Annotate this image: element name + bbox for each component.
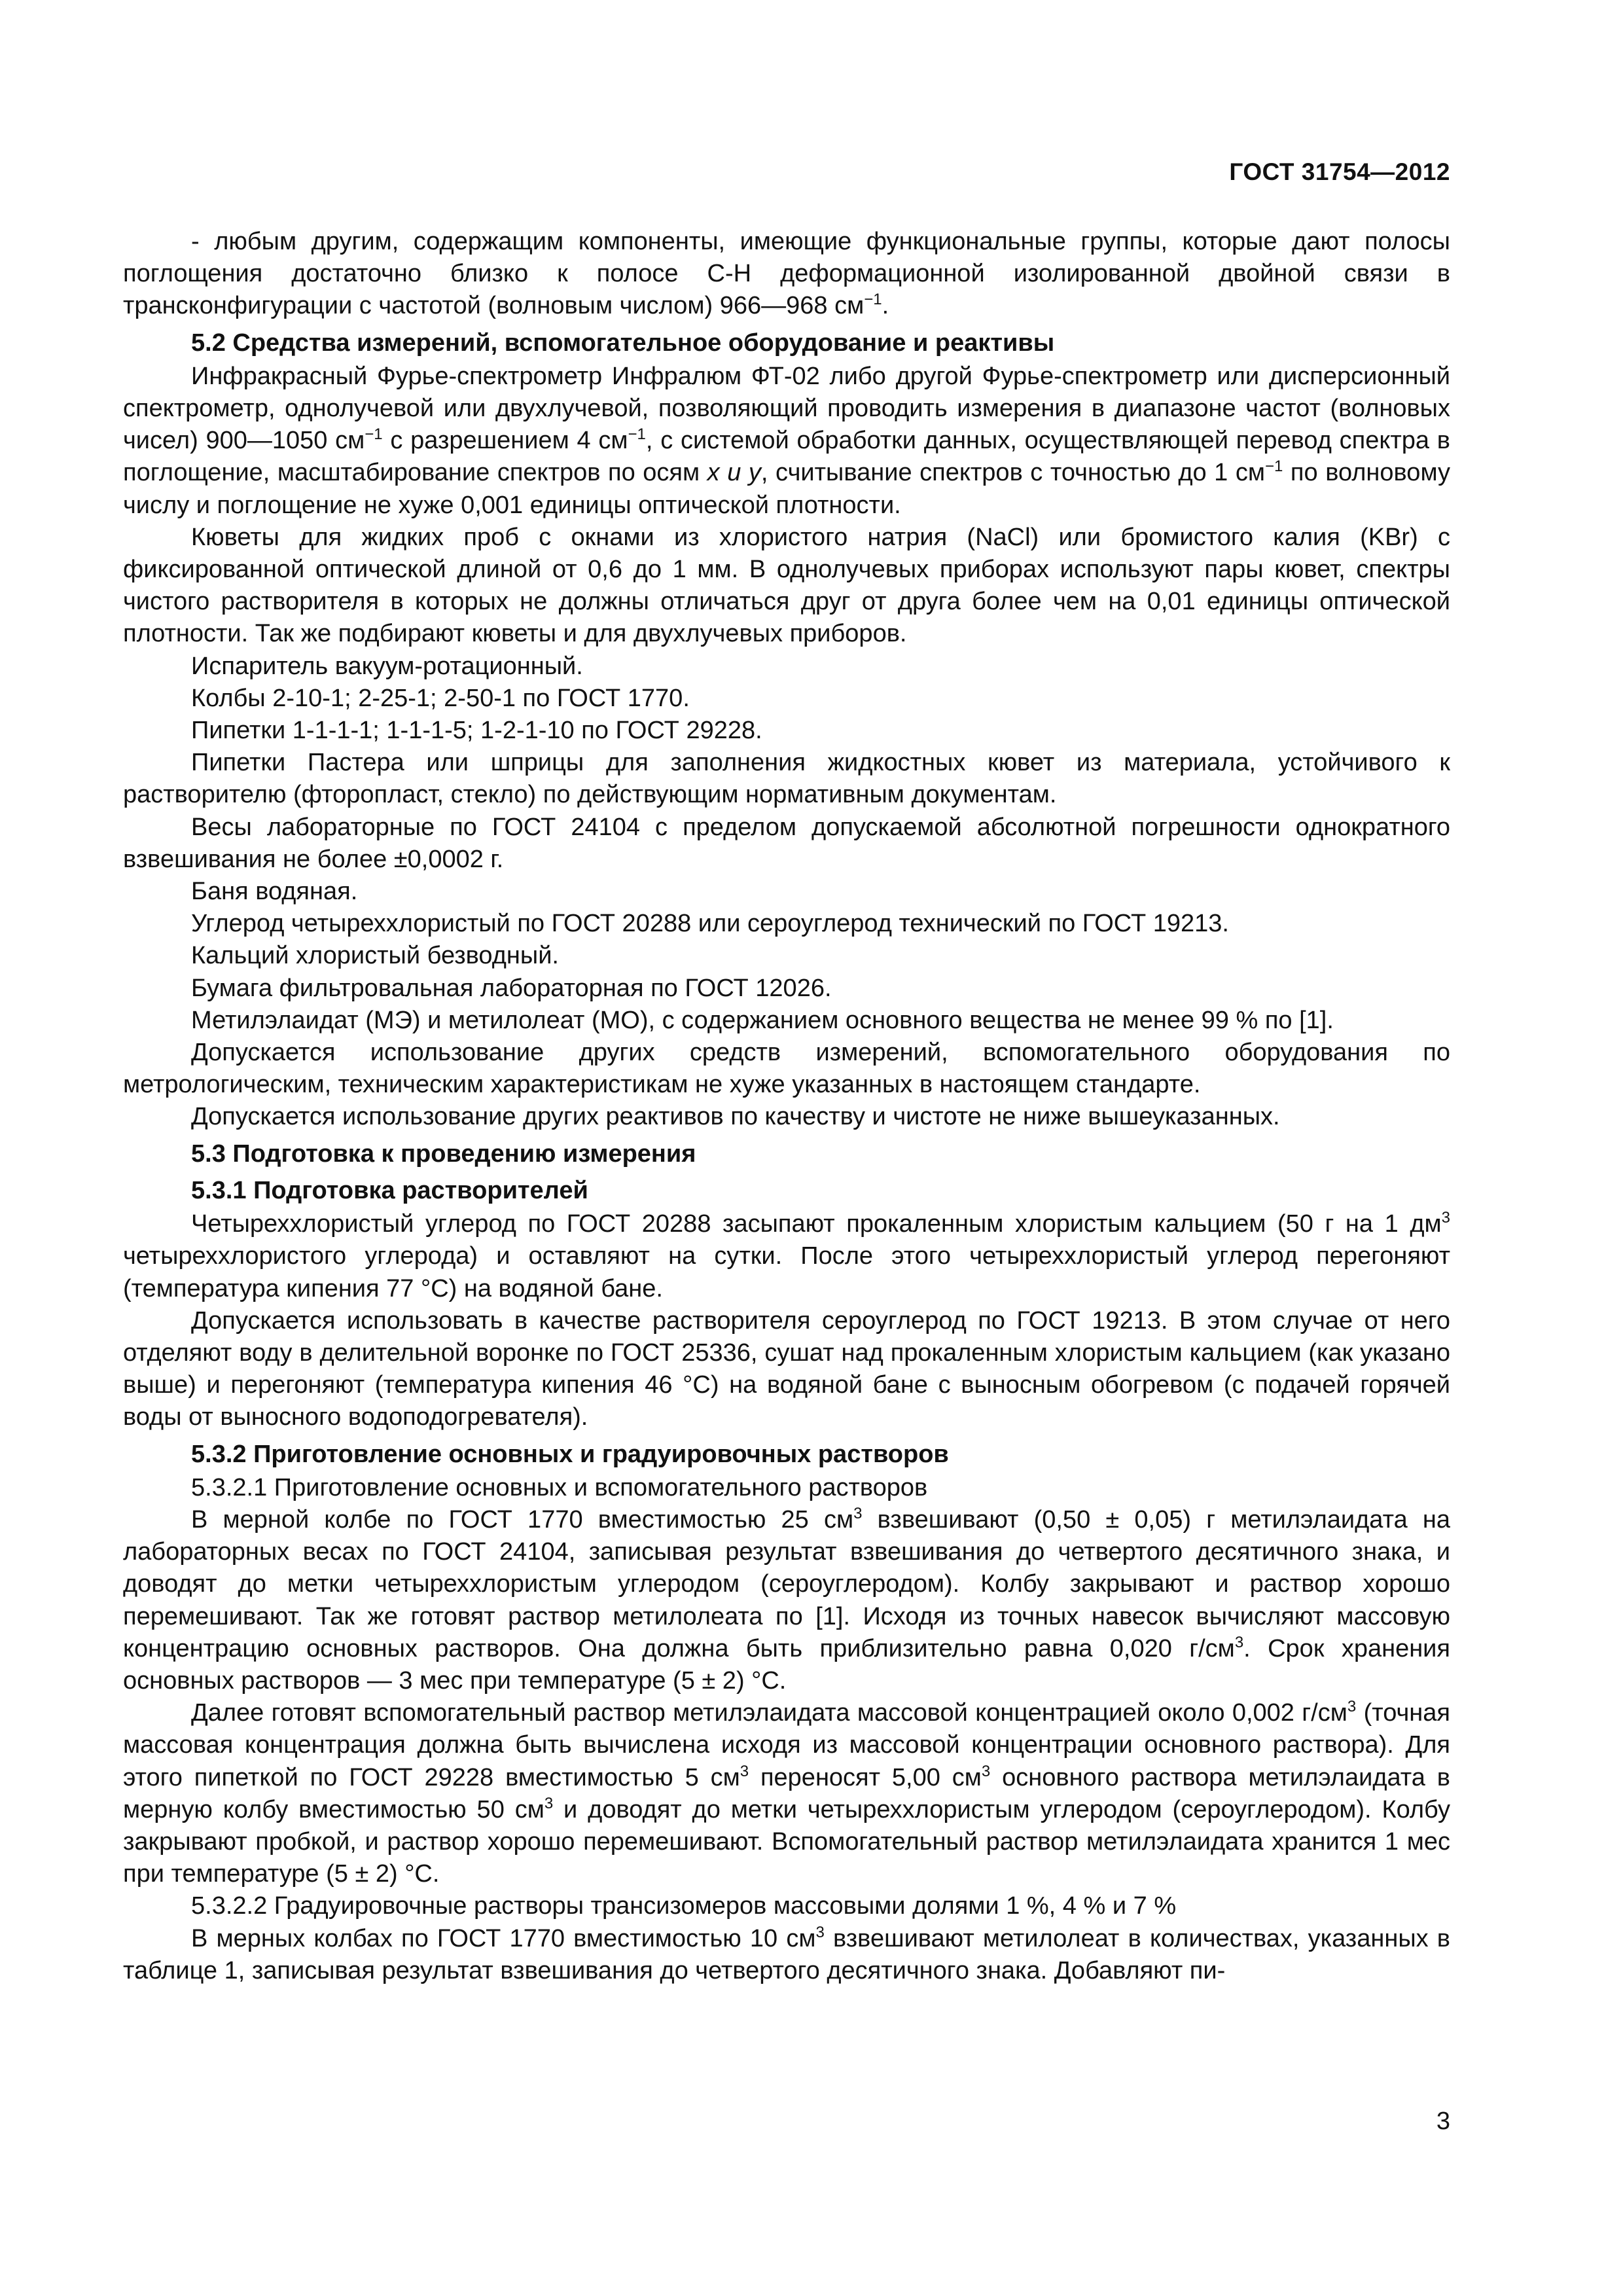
paragraph: Испаритель вакуум-ротационный. (191, 652, 583, 680)
paragraph: Пипетки Пастера или шприцы для заполнения жидкостных кювет из материала, устойчивого к растворителю (фторопласт, стекло) по действующим нормативным документам. (123, 749, 1450, 809)
paragraph: Далее готовят вспомогательный раствор метилэлаидата массовой концентрацией около 0,002 $г/см^3$ (точная массовая концентрация должна быть вычислена исходя из массовой концентрации основного раствора). Для этого пипеткой по ГОСТ 29228 вместимостью 5 $см^3$ переносят 5,00 $см^3$ основного раствора метилэлаидата в мерную колбу вместимостью 50 $см^3$ и доводят до метки четыреххлористым углеродом (сероуглеродом). Колбу закрывают пробкой, и раствор хорошо перемешивают. Вспомогательный раствор метилэлаидата хранится 1 мес при температуре (5 ± 2) °С. (123, 1698, 1450, 1888)
paragraph: Допускается использование других средств измерений, вспомогательного оборудования по метрологическим, техническим характеристикам не хуже указанных в настоящем стандарте. (123, 1039, 1450, 1099)
paragraph: Колбы 2-10-1; 2-25-1; 2-50-1 по ГОСТ 1770. (191, 684, 690, 712)
paragraph: В мерной колбе по ГОСТ 1770 вместимостью 25 $см^3$ взвешивают (0,50 ± 0,05) г метилэлаидата на лабораторных весах по ГОСТ 24104, записывая результат взвешивания до четвертого десятичного знака, и доводят до метки четыреххлористым углеродом (сероуглеродом). Колбу закрывают и раствор хорошо перемешивают. Так же готовят раствор метилолеата по [1]. Исходя из точных навесок вычисляют массовую концентрацию основных растворов. Она должна быть приблизительно равна 0,020 $г/см^3$. Срок хранения основных растворов — 3 мес при температуре (5 ± 2) °С. (123, 1504, 1450, 1695)
paragraph: Весы лабораторные по ГОСТ 24104 с пределом допускаемой абсолютной погрешности однократного взвешивания не более ±0,0002 г. (123, 813, 1450, 873)
paragraph: - любым другим, содержащим компоненты, имеющие функциональные группы, которые дают полосы поглощения достаточно близко к полосе С-Н деформационной изолированной двойной связи в трансконфигурации с частотой (волновым числом) 966—968 $см^{-1}$. (123, 228, 1450, 320)
paragraph: Четыреххлористый углерод по ГОСТ 20288 засыпают прокаленным хлористым кальцием (50 г на 1 $дм^3$ четыреххлористого углерода) и оставляют на сутки. После этого четыреххлористый углерод перегоняют (температура кипения 77 °С) на водяной бане. (123, 1209, 1450, 1302)
section-heading-5-3: 5.3 Подготовка к проведению измерения (191, 1139, 696, 1168)
paragraph: Допускается использовать в качестве растворителя сероуглерод по ГОСТ 19213. В этом случае от него отделяют воду в делительной воронке по ГОСТ 25336, сушат над прокаленным хлористым кальцием (как указано выше) и перегоняют (температура кипения 46 °С) на водяной бане с выносным обогревом (с подачей горячей воды от выносного водоподогревателя). (123, 1306, 1450, 1431)
paragraph: Углерод четыреххлористый по ГОСТ 20288 или сероуглерод технический по ГОСТ 19213. (191, 910, 1229, 938)
paragraph: Баня водяная. (191, 878, 358, 906)
paragraph: Допускается использование других реактивов по качеству и чистоте не ниже вышеуказанных. (191, 1103, 1280, 1131)
paragraph: В мерных колбах по ГОСТ 1770 вместимостью 10 $см^3$ взвешивают метилолеат в количествах, указанных в таблице 1, записывая результат взвешивания до четвертого десятичного знака. Добавляют пи- (123, 1923, 1450, 1984)
page-number: 3 (1436, 2108, 1450, 2135)
document-body (123, 226, 1450, 1987)
section-heading-5-2: 5.2 Средства измерений, вспомогательное оборудование и реактивы (191, 329, 1055, 357)
paragraph: Инфракрасный Фурье-спектрометр Инфралюм ФТ-02 либо другой Фурье-спектрометр или дисперсионный спектрометр, однолучевой или двухлучевой, позволяющий проводить измерения в диапазоне частот (волновых чисел) 900—1050 $см^{-1}$ с разрешением 4 $см^{-1}$, с системой обработки данных, осуществляющей перевод спектра в поглощение, масштабирование спектров по осям x и y, считывание спектров с точностью до 1 $см^{-1}$ по волновому числу и поглощение не хуже 0,001 единицы оптической плотности. (123, 362, 1450, 519)
paragraph: Бумага фильтровальная лабораторная по ГОСТ 12026. (191, 974, 832, 1002)
paragraph: Метилэлаидат (МЭ) и метилолеат (МО), с содержанием основного вещества не менее 99 % по [1]. (191, 1006, 1334, 1034)
section-heading-5-3-1: 5.3.1 Подготовка растворителей (191, 1176, 588, 1204)
paragraph: Кальций хлористый безводный. (191, 942, 559, 970)
subsection-heading-5-3-2-2: 5.3.2.2 Градуировочные растворы трансизомеров массовыми долями 1 %, 4 % и 7 % (191, 1892, 1177, 1920)
paragraph: Пипетки 1-1-1-1; 1-1-1-5; 1-2-1-10 по ГОСТ 29228. (191, 717, 762, 745)
standard-number-header: ГОСТ 31754—2012 (1229, 158, 1450, 185)
section-heading-5-3-2: 5.3.2 Приготовление основных и градуировочных растворов (191, 1440, 949, 1468)
subsection-heading-5-3-2-1: 5.3.2.1 Приготовление основных и вспомогательного растворов (191, 1473, 928, 1501)
paragraph: Кюветы для жидких проб с окнами из хлористого натрия (NaCl) или бромистого калия (KBr) с фиксированной оптической длиной от 0,6 до 1 мм. В однолучевых приборах используют пары кювет, спектры чистого растворителя в которых не должны отличаться друг от друга более чем на 0,01 единицы оптической плотности. Так же подбирают кюветы и для двухлучевых приборов. (123, 523, 1450, 648)
